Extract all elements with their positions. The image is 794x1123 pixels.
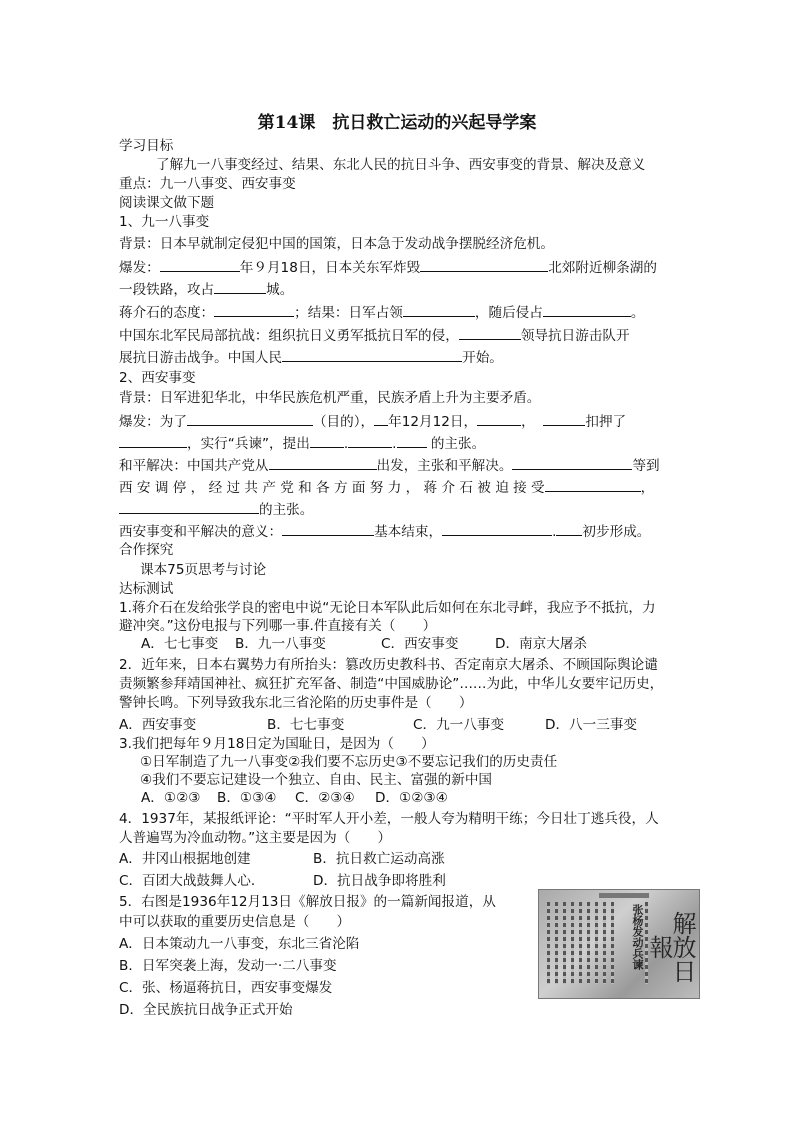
- newspaper-column: [571, 902, 574, 984]
- q2-line1: 2．近年来，日本右翼势力有所抬头：篡改历史教科书、否定南京大屠杀、不顾国际舆论谴: [119, 657, 658, 673]
- newspaper-column: [547, 902, 550, 984]
- text: 开始。: [462, 350, 503, 366]
- text: 一段铁路，攻占: [119, 282, 215, 298]
- q5-option-a[interactable]: A．日本策动九一八事变，东北三省沦陷: [119, 936, 360, 952]
- q2-line3: 警钟长鸣。下列导致我东北三省沦陷的历史事件是（ ）: [119, 695, 473, 711]
- q3-line3: ④我们不要忘记建设一个独立、自由、民主、富强的新中国: [140, 772, 493, 788]
- text: 扣押了: [585, 414, 627, 430]
- text: ，: [521, 414, 535, 430]
- q4-options-row2: [119, 872, 446, 890]
- text: ，: [640, 480, 655, 496]
- fill-blank[interactable]: [310, 433, 344, 448]
- text: ；结果：日军占领: [294, 305, 403, 321]
- objectives-heading: 学习目标: [119, 138, 174, 154]
- option[interactable]: C．百团大战鼓舞人心．: [119, 873, 265, 889]
- option[interactable]: C．九一八事变: [413, 717, 505, 733]
- text: 等到: [632, 458, 660, 474]
- q4-line1: 4．1937年，某报纸评论：“平时军人开小差，一般人夸为精明干练；今日壮丁逃兵役，人: [119, 811, 659, 827]
- q3-options: [119, 789, 448, 807]
- text: ，随后侵占: [474, 305, 543, 321]
- newspaper-column: [595, 902, 598, 984]
- fill-blank[interactable]: [459, 325, 521, 340]
- option[interactable]: B．七七事变: [267, 717, 345, 733]
- explore-content: 课本75页思考与讨论: [140, 562, 267, 578]
- fill-blank[interactable]: [397, 433, 427, 448]
- option[interactable]: B．抗日救亡运动高涨: [313, 851, 445, 867]
- newspaper-masthead: 解放日報: [645, 911, 696, 983]
- text: 中国东北军民局部抗战：组织抗日义勇军抵抗日军的侵，: [119, 328, 459, 344]
- q5-option-b[interactable]: B．日军突袭上海，发动一·二八事变: [119, 958, 337, 974]
- text: 北郊附近柳条湖的: [548, 260, 657, 276]
- text: 的主张。: [430, 436, 486, 452]
- newspaper-column: [603, 902, 606, 984]
- newspaper-column: [555, 902, 558, 984]
- newspaper-headline: 张杨发动兵谏: [631, 904, 644, 970]
- newspaper-header-strip: [599, 893, 649, 898]
- section1-heading: 1、九一八事变: [119, 214, 210, 230]
- q5-line1: 5．右图是1936年12月13日《解放日报》的一篇新闻报道，从: [119, 894, 496, 910]
- fill-blank[interactable]: [160, 257, 240, 272]
- fill-blank[interactable]: [282, 521, 374, 536]
- section1-outbreak: [119, 257, 657, 277]
- option[interactable]: C．西安事变: [381, 636, 459, 652]
- text: 西 安 调 停 ， 经 过 共 产 党 和 各 方 面 努 力 ， 蒋 介 石 被 迫 接 受: [119, 480, 545, 496]
- option[interactable]: A．①②③: [141, 790, 201, 806]
- fill-blank[interactable]: [119, 433, 187, 448]
- text: 展抗日游击战争。中国人民: [119, 350, 283, 366]
- page-title: 第14课 抗日救亡运动的兴起导学案: [257, 113, 537, 133]
- text: ，实行“兵谏”，提出: [187, 436, 310, 452]
- q5-line2: 中可以获取的重要历史信息是（ ）: [119, 914, 351, 930]
- text: 爆发：为了: [119, 414, 187, 430]
- fill-blank[interactable]: [187, 411, 313, 426]
- newspaper-column: [611, 902, 614, 984]
- fill-blank[interactable]: [269, 455, 377, 470]
- section1-resistance-cont: [119, 347, 503, 367]
- q2-options: [119, 716, 637, 734]
- option[interactable]: B．九一八事变: [235, 636, 326, 652]
- option[interactable]: B．①③④: [217, 790, 277, 806]
- section2-peace: [119, 455, 660, 475]
- text: 城。: [266, 282, 294, 298]
- text: 初步形成。: [582, 524, 651, 540]
- fill-blank[interactable]: [420, 257, 548, 272]
- section2-peace-cont: [119, 477, 654, 497]
- reading-instruction: 阅读课文做下题: [119, 195, 215, 211]
- text: 。: [630, 305, 645, 321]
- fill-blank[interactable]: [556, 521, 582, 536]
- text: 爆发：: [119, 260, 160, 276]
- text: 西安事变和平解决的意义：: [119, 524, 283, 540]
- q1-options: [119, 635, 587, 653]
- text: （目的），: [312, 414, 375, 430]
- section2-meaning: 西安事变和平解决的意义： 基本结束， . 初步形成。: [119, 521, 650, 541]
- newspaper-column: [587, 902, 590, 984]
- newspaper-image: [538, 889, 700, 999]
- section1-resistance: [119, 325, 630, 345]
- section2-outbreak: [119, 411, 626, 431]
- explore-heading: 合作探究: [119, 542, 174, 558]
- fill-blank[interactable]: [442, 521, 552, 536]
- text: 年９月18日，日本关东军炸毁: [239, 260, 421, 276]
- section2-heading: 2、西安事变: [119, 370, 196, 386]
- text: 的主张。: [259, 502, 314, 518]
- q4-options-row1: [119, 850, 445, 868]
- fill-blank[interactable]: [348, 433, 392, 448]
- q3-line1: 3.我们把每年９月18日定为国耻日，是因为（ ）: [119, 736, 435, 752]
- option[interactable]: D．抗日战争即将胜利: [313, 873, 446, 889]
- q5-option-d[interactable]: D．全民族抗日战争正式开始: [119, 1002, 293, 1018]
- option[interactable]: C．②③④: [295, 790, 355, 806]
- fill-blank[interactable]: [543, 411, 585, 426]
- section1-background: 背景：日本早就制定侵犯中国的国策，日本急于发动战争摆脱经济危机。: [119, 236, 554, 252]
- q1-line2: 避冲突。”这份电报与下列哪一事.件直接有关（ ）: [119, 618, 437, 634]
- fill-blank[interactable]: [214, 302, 294, 317]
- fill-blank[interactable]: [214, 279, 266, 294]
- q3-line2: ①日军制造了九一八事变②我们要不忘历史③不要忘记我们的历史责任: [140, 754, 558, 770]
- text: 蒋介石的态度：: [119, 305, 215, 321]
- fill-blank[interactable]: [545, 477, 641, 492]
- newspaper-column: [563, 902, 566, 984]
- option[interactable]: D．南京大屠杀: [495, 636, 588, 652]
- fill-blank[interactable]: [543, 302, 631, 317]
- fill-blank[interactable]: [403, 302, 475, 317]
- section1-outbreak-cont: [119, 279, 293, 299]
- fill-blank[interactable]: [282, 347, 462, 362]
- fill-blank[interactable]: [119, 499, 259, 514]
- fill-blank[interactable]: [374, 411, 388, 426]
- option[interactable]: D．八一三事变: [545, 717, 638, 733]
- text: 基本结束，: [374, 524, 443, 540]
- option[interactable]: A．西安事变: [119, 717, 197, 733]
- test-heading: 达标测试: [119, 581, 174, 597]
- objectives-content: 了解九一八事变经过、结果、东北人民的抗日斗争、西安事变的背景、解决及意义: [156, 157, 646, 173]
- text: 年12月12日，: [388, 414, 478, 430]
- option[interactable]: A．井冈山根据地创建: [119, 851, 251, 867]
- text: 出发，主张和平解决。: [376, 458, 513, 474]
- section1-attitude: [119, 302, 644, 322]
- q4-line2: 人普遍骂为冷血动物。”这主要是因为（ ）: [119, 830, 392, 846]
- option[interactable]: A．七七事变: [141, 636, 219, 652]
- text: 和平解决：中国共产党从: [119, 458, 269, 474]
- fill-blank[interactable]: [477, 411, 521, 426]
- key-points: 重点：九一八事变、西安事变: [119, 176, 296, 192]
- q2-line2: 责频繁参拜靖国神社、疯狂扩充军备、制造“中国威胁论”……为此，中华儿女要牢记历史，: [119, 676, 664, 692]
- fill-blank[interactable]: [512, 455, 632, 470]
- text: 领导抗日游击队开: [520, 328, 630, 344]
- section2-background: 背景：日军进犯华北，中华民族危机严重，民族矛盾上升为主要矛盾。: [119, 390, 541, 406]
- option[interactable]: D．①②③④: [375, 790, 448, 806]
- q1-line1: 1.蒋介石在发给张学良的密电中说“无论日本军队此后如何在东北寻衅，我应予不抵抗，力: [119, 600, 656, 616]
- q5-option-c[interactable]: C．张、杨逼蒋抗日，西安事变爆发: [119, 980, 333, 996]
- section2-outbreak-cont: ，实行“兵谏”，提出 . . 的主张。: [119, 433, 485, 453]
- newspaper-column: [579, 902, 582, 984]
- section2-peace-cont2: [119, 499, 313, 519]
